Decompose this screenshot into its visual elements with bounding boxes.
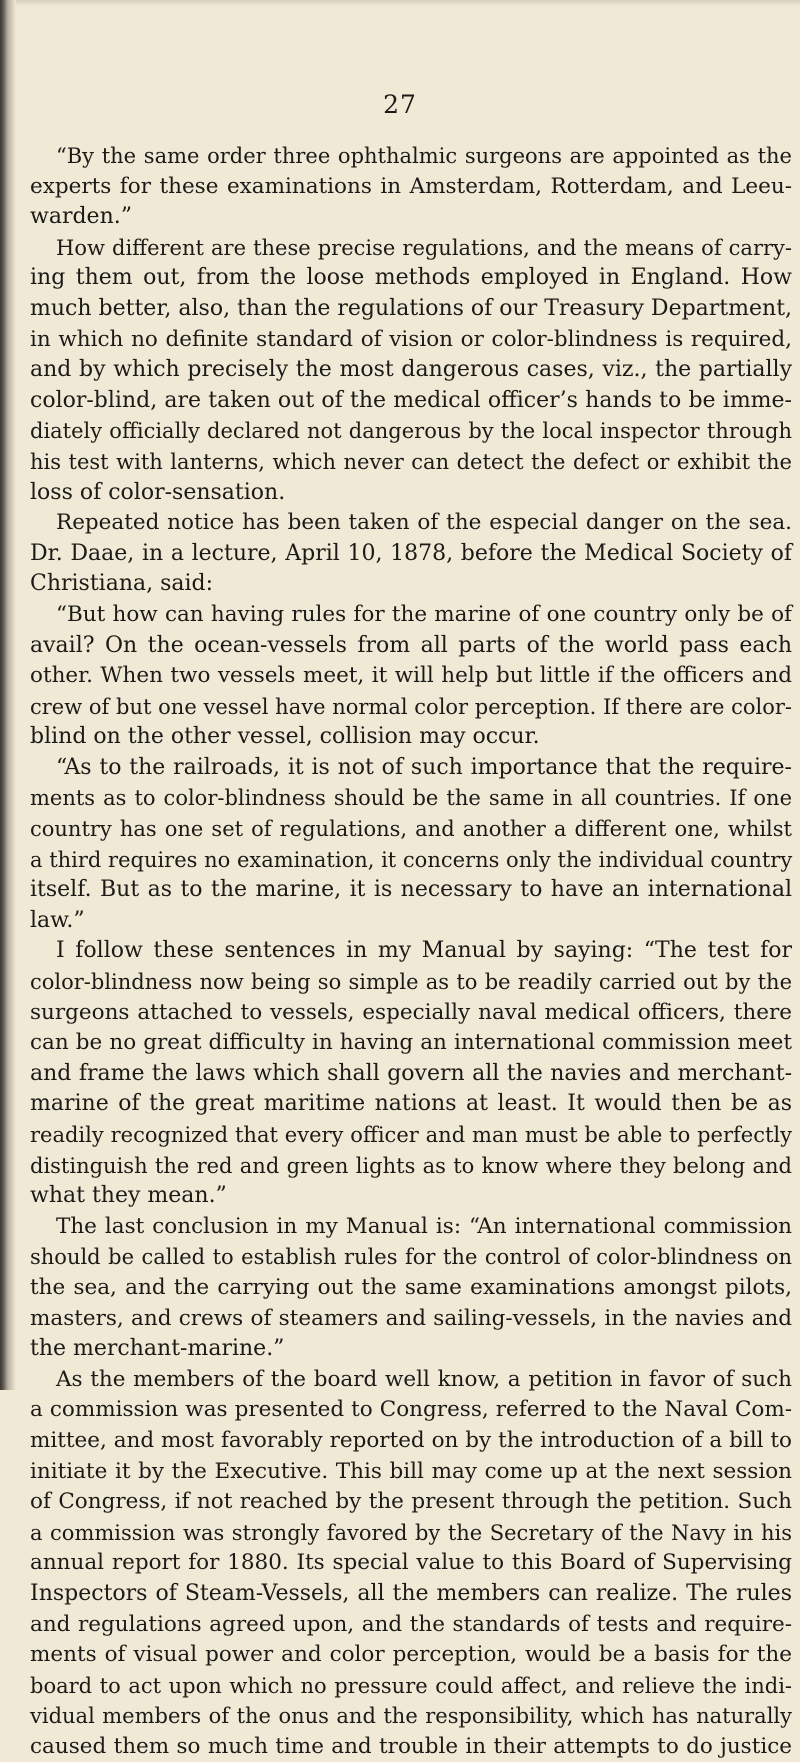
text-line: other. When two vessels meet, it will help but little if the officers and: [30, 663, 792, 689]
text-line: blind on the other vessel, collision may occur.: [30, 724, 540, 750]
text-line: can be no great difficulty in having an international commission meet: [30, 1030, 792, 1056]
text-line: and regulations agreed upon, and the standards of tests and require-: [30, 1611, 792, 1637]
text-line: Inspectors of Steam-Vessels, all the members can realize. The rules: [30, 1580, 792, 1606]
text-line: a third requires no examination, it concerns only the individual country: [30, 847, 793, 872]
text-line: and frame the laws which shall govern all the navies and merchant-: [30, 1060, 792, 1086]
text-line: loss of color-sensation.: [30, 479, 286, 505]
text-line: a commission was strongly favored by the Secretary of the Navy in his: [30, 1520, 792, 1545]
text-line: mittee, and most favorably reported on by the introduction of a bill to: [30, 1427, 792, 1453]
text-line: warden.”: [30, 204, 132, 230]
text-line: “But how can having rules for the marine of one country only be of: [56, 601, 792, 627]
text-line: caused them so much time and trouble in their attempts to do justice: [30, 1733, 792, 1759]
text-line: country has one set of regulations, and another a different one, whilst: [30, 817, 792, 842]
text-line: the merchant-marine.”: [30, 1336, 285, 1362]
page-number: 27: [383, 90, 417, 119]
page-top-edge: [16, 0, 800, 6]
text-line: How different are these precise regulations, and the means of carry-: [56, 235, 792, 260]
text-line: a commission was presented to Congress, referred to the Naval Com-: [30, 1397, 792, 1423]
body-text: [30, 141, 792, 1762]
text-line: board to act upon which no pressure could affect, and relieve the indi-: [30, 1673, 792, 1698]
text-line: initiate it by the Executive. This bill may come up at the next session: [30, 1458, 792, 1484]
text-line: ments as to color-blindness should be the same in all countries. If one: [30, 786, 792, 811]
text-line: color-blindness now being so simple as to be readily carried out by the: [30, 970, 792, 995]
text-line: ing them out, from the loose methods employed in England. How: [30, 265, 792, 291]
text-line: masters, and crews of steamers and sailing-vessels, in the navies and: [30, 1305, 792, 1331]
text-line: avail? On the ocean-vessels from all parts of the world pass each: [30, 632, 792, 658]
page-binding-edge: [0, 0, 16, 1390]
text-line: annual report for 1880. Its special value to this Board of Supervising: [30, 1550, 792, 1576]
text-line: marine of the great maritime nations at least. It would then be as: [30, 1091, 792, 1117]
text-line: diately officially declared not dangerous by the local inspector through: [30, 419, 792, 444]
text-line: I follow these sentences in my Manual by saying: “The test for: [56, 938, 792, 964]
text-line: Dr. Daae, in a lecture, April 10, 1878, before the Medical Society of: [30, 540, 792, 566]
text-line: Repeated notice has been taken of the especial danger on the sea.: [56, 510, 792, 536]
text-line: As the members of the board well know, a petition in favor of such: [56, 1366, 792, 1392]
text-line: experts for these examinations in Amsterdam, Rotterdam, and Leeu-: [30, 173, 792, 199]
text-line: the sea, and the carrying out the same examinations amongst pilots,: [30, 1274, 792, 1300]
text-line: and by which precisely the most dangerous cases, viz., the partially: [30, 357, 792, 383]
text-line: what they mean.”: [30, 1183, 227, 1209]
text-line: ments of visual power and color perception, would be a basis for the: [30, 1642, 792, 1668]
text-line: his test with lanterns, which never can detect the defect or exhibit the: [30, 449, 792, 474]
text-line: Christiana, said:: [30, 571, 214, 597]
text-line: readily recognized that every officer and man must be able to perfectly: [30, 1123, 792, 1147]
text-line: in which no definite standard of vision or color-blindness is required,: [30, 326, 792, 352]
text-line: of Congress, if not reached by the present through the petition. Such: [30, 1489, 792, 1515]
text-line: should be called to establish rules for the control of color-blindness on: [30, 1245, 792, 1270]
text-line: much better, also, than the regulations of our Treasury Department,: [30, 295, 793, 321]
text-line: surgeons attached to vessels, especially naval medical officers, there: [30, 999, 792, 1025]
text-line: vidual members of the onus and the responsibility, which has naturally: [30, 1704, 792, 1729]
text-line: distinguish the red and green lights as to know where they belong and: [30, 1153, 792, 1178]
text-line: “By the same order three ophthalmic surgeons are appointed as the: [56, 144, 792, 168]
text-line: The last conclusion in my Manual is: “An international commission: [56, 1213, 792, 1239]
text-line: crew of but one vessel have normal color perception. If there are color-: [30, 694, 792, 719]
text-line: color-blind, are taken out of the medical officer’s hands to be imme-: [30, 387, 792, 413]
text-line: law.”: [30, 907, 85, 933]
text-line: “As to the railroads, it is not of such importance that the require-: [56, 754, 792, 780]
text-line: itself. But as to the marine, it is necessary to have an international: [30, 877, 792, 903]
